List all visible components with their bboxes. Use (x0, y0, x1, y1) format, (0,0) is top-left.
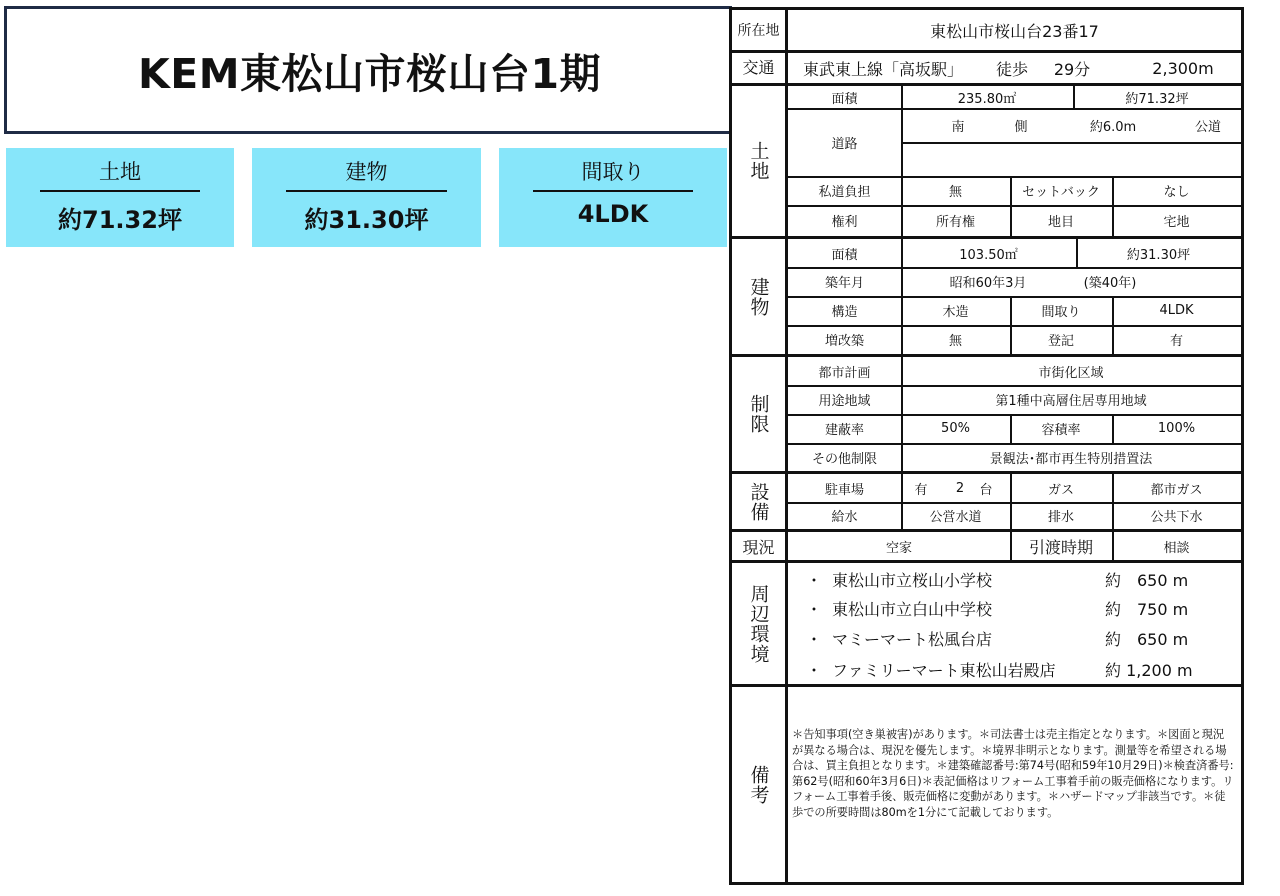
other-restrictions-label: その他制限 (811, 451, 877, 467)
transport-walk-label: 徒歩 (995, 59, 1028, 79)
divider (901, 142, 1241, 144)
zoning-label: 用途地域 (818, 394, 871, 409)
road-width: 約6.0m (1089, 119, 1137, 135)
transport-minutes: 29分 (1053, 59, 1091, 79)
parking-label: 駐車場 (824, 482, 864, 498)
row-status (732, 532, 1241, 563)
city-plan-label: 都市計画 (818, 365, 871, 381)
transport-line: 東武東上線「高坂駅」 (802, 59, 963, 79)
row-label: 周辺環境 (747, 583, 770, 664)
drain-label: 排水 (1047, 510, 1074, 525)
parking-count: 2 (955, 480, 965, 496)
built-label: 築年月 (824, 276, 864, 291)
city-plan-value: 市街化区域 (1038, 365, 1104, 381)
summary-value: 4LDK (577, 200, 649, 228)
handover-label: 引渡時期 (1028, 537, 1093, 557)
far-label: 容積率 (1041, 423, 1081, 438)
parking-have: 有 (914, 482, 928, 498)
water-label: 給水 (831, 510, 858, 525)
row-label: 現況 (732, 532, 788, 560)
structure-label: 構造 (831, 305, 858, 320)
summary-card-land (6, 148, 234, 247)
row-label: 交通 (732, 53, 788, 83)
row-label: 所在地 (732, 10, 788, 50)
facility-name: ファミリーマート東松山岩殿店 (832, 660, 1056, 680)
page-title: KEM東松山市桜山台1期 (137, 49, 602, 98)
remarks-text: ＊告知事項(空き巣被害)があります。＊司法書士は売主指定となります。＊図面と現況が異なる場合は、現況を優先します。＊境界非明示となります。測量等を希望される場合は、買主負担となります。＊建築確認番号:第74号(昭和59年10月29日)＊検査済番号:第62号(昭和60年3月6日)＊表記価格はリフォーム工事着手前の販売価格になります。リフォーム工事着手後、販売価格に変動があります。＊ハザードマップ非該当です。＊徒歩での所要時間は80mを1分にて記載しております。 (792, 728, 1234, 819)
summary-card-layout (499, 148, 727, 247)
road-side: 側 (1014, 119, 1028, 135)
landuse-value: 宅地 (1163, 215, 1190, 230)
road-direction: 南 (951, 119, 965, 135)
structure-value: 木造 (942, 305, 969, 320)
built-age: (築40年) (1083, 276, 1137, 291)
divider (533, 190, 693, 192)
row-remarks (732, 687, 1241, 882)
summary-card-building (252, 148, 481, 247)
divider (40, 190, 200, 192)
facility-name: マミーマート松風台店 (832, 629, 993, 649)
list-item: ・ 東松山市立白山中学校 約 750 m (806, 594, 1217, 622)
facility-name: 東松山市立桜山小学校 (832, 570, 993, 590)
title-box (4, 6, 732, 134)
row-environment (732, 563, 1241, 687)
gas-label: ガス (1047, 482, 1074, 498)
list-item: ・ ファミリーマート東松山岩殿店 約 1,200 m (806, 655, 1217, 683)
facility-distance: 約 750 m (1105, 599, 1189, 619)
property-info-table (729, 7, 1244, 885)
gas-value: 都市ガス (1150, 482, 1203, 498)
rights-label: 権利 (831, 215, 858, 230)
facility-distance: 約 650 m (1105, 629, 1189, 649)
row-transport (732, 53, 1241, 86)
land-area-tsubo: 約71.32坪 (1125, 91, 1189, 107)
row-label: 備考 (747, 764, 770, 805)
road-label: 道路 (831, 136, 858, 152)
row-land (732, 86, 1241, 239)
far-value: 100% (1157, 421, 1196, 436)
summary-label: 土地 (99, 160, 141, 184)
location-value: 東松山市桜山台23番17 (930, 21, 1099, 41)
row-label: 制限 (747, 394, 770, 434)
layout-label: 間取り (1041, 305, 1081, 320)
other-restrictions-value: 景観法･都市再生特別措置法 (989, 451, 1153, 467)
land-area-label: 面積 (831, 91, 858, 107)
setback-value: なし (1163, 185, 1190, 200)
setback-label: セットバック (1022, 185, 1100, 200)
divider (286, 190, 447, 192)
row-label: 土地 (747, 141, 770, 181)
registration-label: 登記 (1047, 334, 1074, 349)
extension-label: 増改築 (824, 334, 864, 349)
coverage-value: 50% (941, 421, 970, 436)
building-area-sqm: 103.50㎡ (959, 247, 1018, 263)
building-area-label: 面積 (831, 247, 858, 263)
rights-value: 所有権 (935, 215, 975, 230)
summary-label: 建物 (345, 160, 388, 184)
row-building (732, 239, 1241, 357)
handover-value: 相談 (1163, 540, 1190, 556)
facility-distance: 約 1,200 m (1105, 660, 1193, 680)
registration-value: 有 (1169, 334, 1183, 349)
building-area-tsubo: 約31.30坪 (1126, 247, 1191, 263)
list-item: ・ マミーマート松風台店 約 650 m (806, 624, 1217, 652)
landuse-label: 地目 (1047, 215, 1074, 230)
status-value: 空家 (885, 540, 912, 556)
summary-label: 間取り (581, 160, 645, 184)
summary-value: 約31.30坪 (304, 206, 429, 234)
private-road-label: 私道負担 (818, 185, 871, 200)
land-area-sqm: 235.80㎡ (957, 91, 1017, 107)
row-restrictions (732, 357, 1241, 474)
road-type: 公道 (1194, 119, 1221, 135)
layout-value: 4LDK (1159, 303, 1194, 318)
list-item: ・ 東松山市立桜山小学校 約 650 m (806, 565, 1217, 593)
facility-distance: 約 650 m (1105, 570, 1189, 590)
parking-unit: 台 (979, 482, 993, 498)
water-value: 公営水道 (929, 510, 982, 525)
coverage-label: 建蔽率 (824, 423, 864, 438)
private-road-value: 無 (948, 185, 962, 200)
zoning-value: 第1種中高層住居専用地域 (995, 394, 1147, 409)
built-date: 昭和60年3月 (949, 276, 1027, 291)
row-facilities (732, 474, 1241, 532)
drain-value: 公共下水 (1150, 510, 1203, 525)
row-location (732, 10, 1241, 53)
transport-distance: 2,300m (1152, 58, 1214, 78)
extension-value: 無 (948, 334, 962, 349)
row-label: 建物 (747, 276, 770, 317)
summary-value: 約71.32坪 (58, 206, 182, 234)
row-label: 設備 (747, 481, 770, 522)
facility-name: 東松山市立白山中学校 (832, 599, 993, 619)
